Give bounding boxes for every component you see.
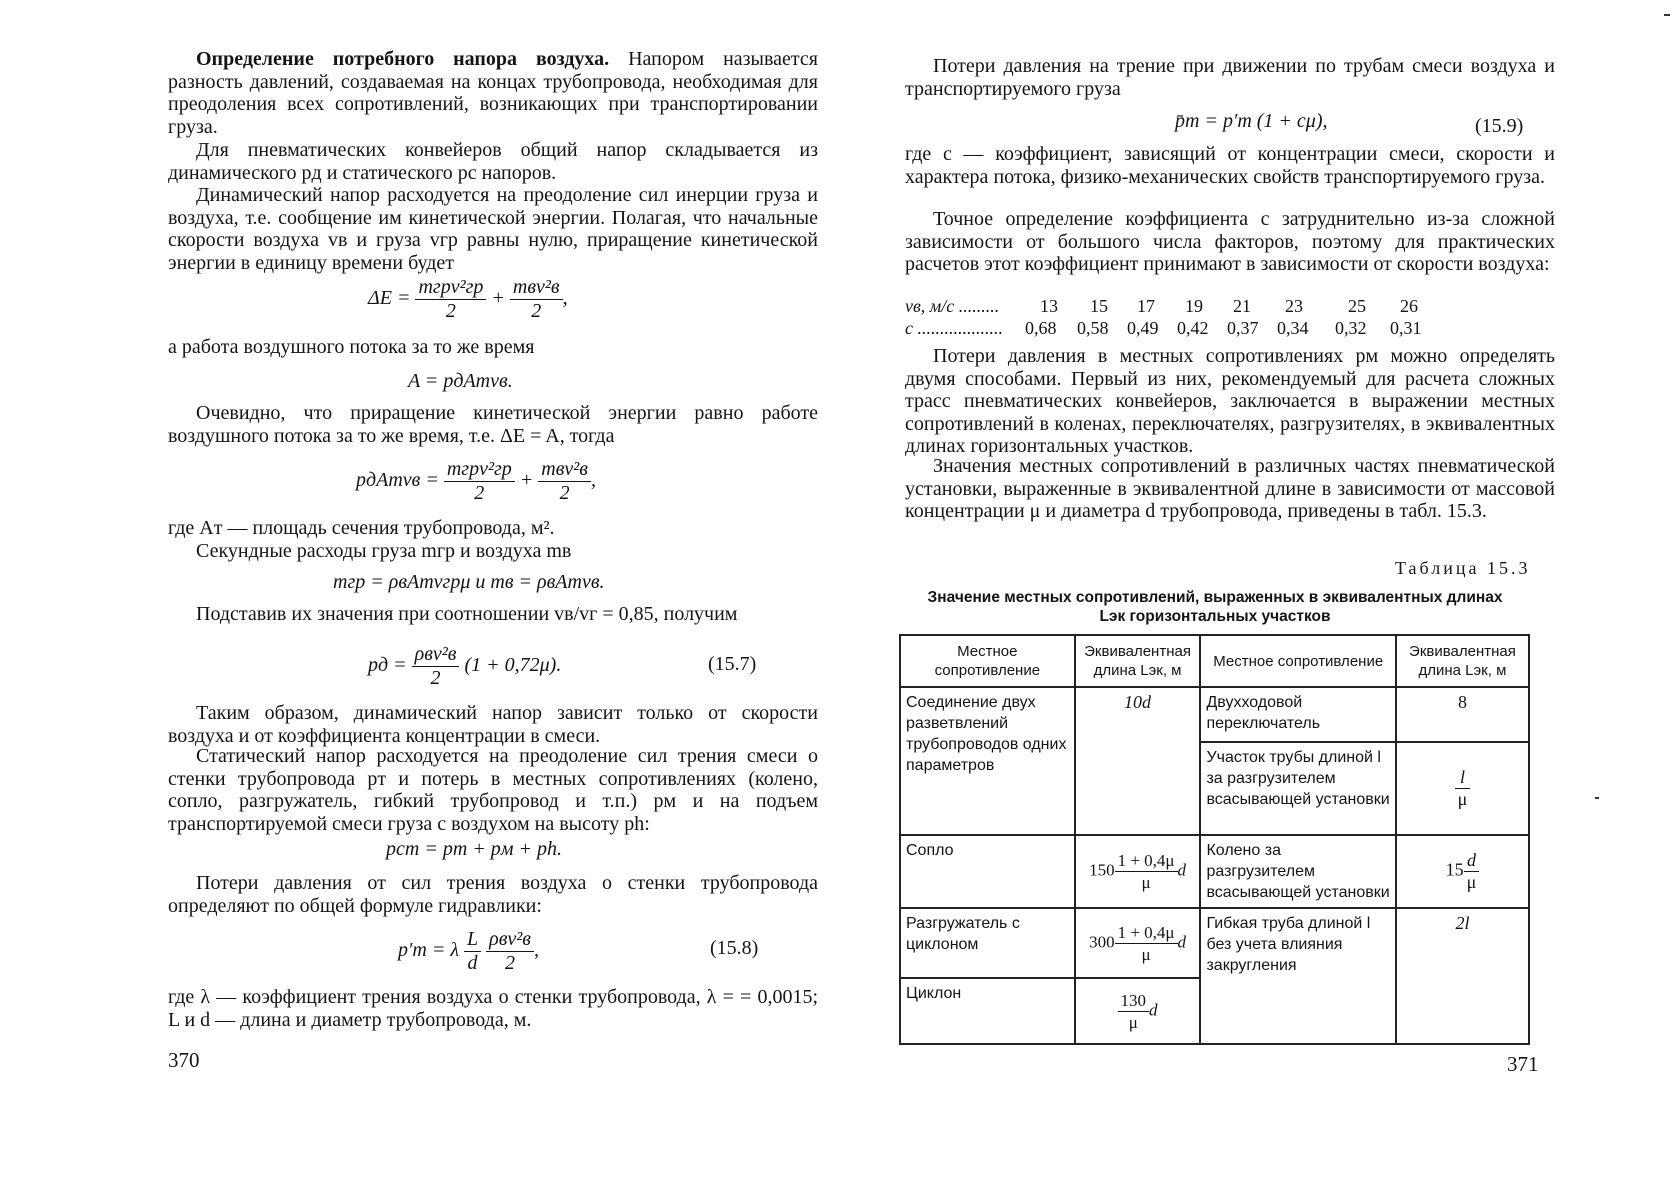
fraction [1118, 990, 1150, 1033]
fraction-numerator: 1 + 0,4μ [1115, 922, 1178, 944]
velocity-value: 25 [1348, 296, 1366, 316]
fraction-numerator: mгрv²гр [415, 276, 486, 300]
scan-mark [1664, 14, 1670, 16]
fraction-denominator: 2 [531, 300, 542, 322]
fraction-numerator: 1 + 0,4μ [1115, 850, 1178, 872]
symbol-d: d [1177, 931, 1187, 951]
table-cell: Гибкая труба длиной l без учета влияния закругления [1200, 908, 1395, 1044]
fraction-l-d [464, 928, 481, 975]
eq-lhs: pдAтvв = [356, 469, 439, 492]
coefficient-value: 0,42 [1177, 318, 1209, 338]
fraction-denominator: μ [1141, 873, 1151, 892]
eq-lhs: ΔE = [368, 287, 411, 310]
velocity-value: 13 [1040, 296, 1058, 316]
fraction-numerator: ρвv²в [486, 928, 534, 952]
eq-tail: , [533, 939, 539, 962]
fraction-denominator: 2 [445, 300, 456, 322]
fraction-denominator: 2 [430, 667, 441, 689]
fraction-numerator: mвv²в [538, 458, 591, 482]
column-header: Эквивалентная длина Lэк, м [1396, 635, 1529, 687]
eq-lhs: pд = [368, 654, 407, 677]
equation-pd-at: pдAтvв = $\frac{\text{mгрv²гр}}{2}$ + $\frac{\text{mвv²в}}{2}$ , [356, 458, 596, 504]
coefficient-row [905, 318, 1445, 340]
fraction-denominator: μ [1457, 788, 1468, 809]
fraction-denominator: 2 [474, 482, 485, 504]
fraction [1115, 922, 1178, 965]
table-cell [1075, 978, 1201, 1044]
paragraph-equality: Очевидно, что приращение кинетической энергии равно работе воздушного потока за то же время, т.е. ΔE = A, тогда [168, 402, 818, 447]
table-cell: Разгружатель с циклоном [900, 908, 1075, 978]
table-cell: Двухходовой переключатель [1200, 687, 1395, 742]
fraction-numerator: d [1464, 850, 1480, 872]
velocity-row [905, 296, 1445, 318]
equation-work: A = pдAтvв. [408, 370, 513, 392]
fraction-denominator: 2 [505, 952, 516, 974]
coefficient-value: 0,31 [1390, 318, 1422, 338]
eq-lhs: p′т = λ [398, 939, 459, 962]
paragraph-text: Напором называется разность давлений, создаваемая на концах трубопровода, необходимая для преодоления всех сопротивлений, возникающих при транспортировании груза. [168, 48, 818, 138]
paragraph-area: где Aт — площадь сечения трубопровода, м². [168, 517, 555, 539]
paragraph-exact-definition: Точное определение коэффициента c затруднительно из-за сложной зависимости от большого числа факторов, поэтому для практических расчетов этот коэффициент принимают в зависимости от скорости воздуха: [905, 208, 1555, 275]
paragraph-friction: Потери давления от сил трения воздуха о стенки трубопровода определяют по общей формуле гидравлики: [168, 872, 818, 917]
coefficient-value: 0,32 [1335, 318, 1367, 338]
coefficient-value: 0,34 [1277, 318, 1309, 338]
paragraph-total-head: Для пневматических конвейеров общий напор складывается из динамического pд и статического pс напоров. [168, 139, 818, 184]
fraction-numerator: mгрv²гр [444, 458, 515, 482]
coefficient-value: 0,49 [1127, 318, 1159, 338]
fraction [412, 643, 460, 690]
scan-mark [1595, 797, 1599, 799]
fraction [1464, 850, 1480, 893]
table-row [900, 687, 1529, 742]
coefficient-value: 0,68 [1025, 318, 1057, 338]
fraction-denominator: μ [1466, 872, 1477, 892]
equation-number-15-8: (15.8) [710, 937, 759, 959]
section-heading: Определение потребного напора воздуха. [196, 48, 610, 70]
symbol-d: d [1149, 999, 1158, 1019]
fraction-denominator: d [467, 952, 478, 974]
paragraph-mixture-losses: Потери давления на трение при движении по трубам смеси воздуха и транспортируемого груза [905, 55, 1555, 100]
eq-tail: (1 + 0,72μ). [464, 654, 562, 677]
fraction-numerator: 130 [1118, 990, 1150, 1012]
paragraph-lambda: где λ — коэффициент трения воздуха о стенки трубопровода, λ = = 0,0015; L и d — длина и диаметр трубопровода, м. [168, 986, 818, 1031]
table-cell [1396, 742, 1529, 835]
coefficient: 150 [1089, 860, 1115, 880]
equation-number-15-7: (15.7) [708, 653, 757, 675]
paragraph-dynamic-summary: Таким образом, динамический напор зависит только от скорости воздуха и от коэффициента концентрации в смеси. [168, 702, 818, 747]
coefficient: 300 [1089, 931, 1115, 951]
paragraph-coefficient: где c — коэффициент, зависящий от концентрации смеси, скорости и характера потока, физико-механических свойств транспортируемого груза. [905, 143, 1555, 188]
table-label: Таблица 15.3 [1395, 558, 1531, 578]
table-title-line: Значение местных сопротивлений, выраженных в эквивалентных длинах [927, 589, 1503, 606]
table-cell [1075, 835, 1201, 908]
table-cell [1075, 908, 1201, 978]
coefficient: 15 [1445, 859, 1464, 880]
velocity-value: 26 [1400, 296, 1418, 316]
velocity-value: 17 [1137, 296, 1155, 316]
paragraph-substitute: Подставив их значения при соотношении vв/vг = 0,85, получим [196, 603, 738, 625]
coefficient-label: c ................... [905, 318, 1003, 338]
paragraph-work: а работа воздушного потока за то же время [168, 336, 535, 358]
table-title [895, 588, 1535, 626]
table-cell [1396, 835, 1529, 908]
table-cell: 8 [1396, 687, 1529, 742]
fraction-1 [444, 458, 515, 505]
resistance-table [899, 634, 1530, 1045]
table-row [900, 908, 1529, 978]
fraction-2 [538, 458, 591, 505]
fraction [1115, 850, 1178, 893]
fraction-l-mu [1455, 767, 1471, 810]
coefficient-value: 0,58 [1077, 318, 1109, 338]
table-cell: Сопло [900, 835, 1075, 908]
equation-15-7 [368, 643, 561, 690]
coefficient-value: 0,37 [1227, 318, 1259, 338]
symbol-d: d [1177, 860, 1187, 880]
table-cell: 10d [1075, 687, 1201, 835]
table-cell: Колено за разгрузителем всасывающей установки [1200, 835, 1395, 908]
paragraph-static-head: Статический напор расходуется на преодоление сил трения смеси о стенки трубопровода pт и потерь в местных сопротивлениях (колено, сопло, разгружатель, гибкий трубопровод и т.п.) pм и на подъем транспортируемой смеси груза с воздухом на высоту ph: [168, 745, 818, 835]
fraction-numerator: l [1455, 767, 1471, 789]
fraction-2 [510, 276, 563, 323]
velocity-value: 21 [1233, 296, 1251, 316]
paragraph-head-definition [168, 48, 818, 138]
equation-delta-e: ΔE = $\frac{\text{mгрv²гр}}{2}$ + $\frac{\text{mвv²в}}{2}$ , [368, 276, 568, 322]
table-cell: Циклон [900, 978, 1075, 1044]
fraction-1 [415, 276, 486, 323]
fraction-rho [486, 928, 534, 975]
velocity-label: vв, м/с ......... [905, 296, 1000, 316]
paragraph-dynamic-head: Динамический напор расходуется на преодоление сил инерции груза и воздуха, т.е. сообщение им кинетической энергии. Полагая, что начальные скорости воздуха vв и груза vгр равны нулю, приращение кинетической энергии в единицу времени будет [168, 184, 818, 274]
fraction-numerator: L [464, 928, 481, 952]
paragraph-local-losses: Потери давления в местных сопротивлениях pм можно определять двумя способами. Первый из них, рекомендуемый для расчета сложных трасс пневматических конвейеров, заключается в выражении местных сопротивлений в коленах, переключателях, разгрузителях, в эквивалентных длинах горизонтальных участков. [905, 345, 1555, 457]
equation-mass-flows: mгр = ρвAтvгрμ и mв = ρвAтvв. [333, 571, 605, 593]
paragraph-local-values: Значения местных сопротивлений в различных частях пневматической установки, выраженные в эквивалентной длине в зависимости от массовой концентрации μ и диаметра d трубопровода, приведены в табл. 15.3. [905, 455, 1555, 522]
column-header: Эквивалентная длина Lэк, м [1075, 635, 1201, 687]
fraction-denominator: μ [1128, 1012, 1138, 1032]
page-number: 371 [1507, 1052, 1539, 1076]
table-row [900, 835, 1529, 908]
equation-15-9: p̄т = p′т (1 + cμ), [1175, 110, 1328, 132]
table-cell: Участок трубы длиной l за разгрузителем всасывающей установки [1200, 742, 1395, 835]
paragraph-flows: Секундные расходы груза mгр и воздуха mв [196, 540, 572, 562]
equation-number-15-9: (15.9) [1475, 115, 1524, 137]
column-header: Местное сопротивление [1200, 635, 1395, 687]
table-header-row [900, 635, 1529, 687]
velocity-value: 19 [1185, 296, 1203, 316]
fraction-denominator: 2 [559, 482, 570, 504]
table-title-line: Lэк горизонтальных участков [1099, 608, 1331, 625]
fraction-denominator: μ [1141, 944, 1151, 964]
velocity-value: 23 [1285, 296, 1303, 316]
equation-15-8 [398, 928, 539, 975]
equation-static: pст = pт + pм + ph. [386, 838, 563, 860]
table-cell: Соединение двух разветвлений трубопроводов одних параметров [900, 687, 1075, 835]
page-number: 370 [168, 1048, 200, 1072]
column-header: Местное сопротивление [900, 635, 1075, 687]
fraction-numerator: ρвv²в [412, 643, 460, 667]
velocity-value: 15 [1090, 296, 1108, 316]
fraction-numerator: mвv²в [510, 276, 563, 300]
table-cell: 2l [1396, 908, 1529, 1044]
